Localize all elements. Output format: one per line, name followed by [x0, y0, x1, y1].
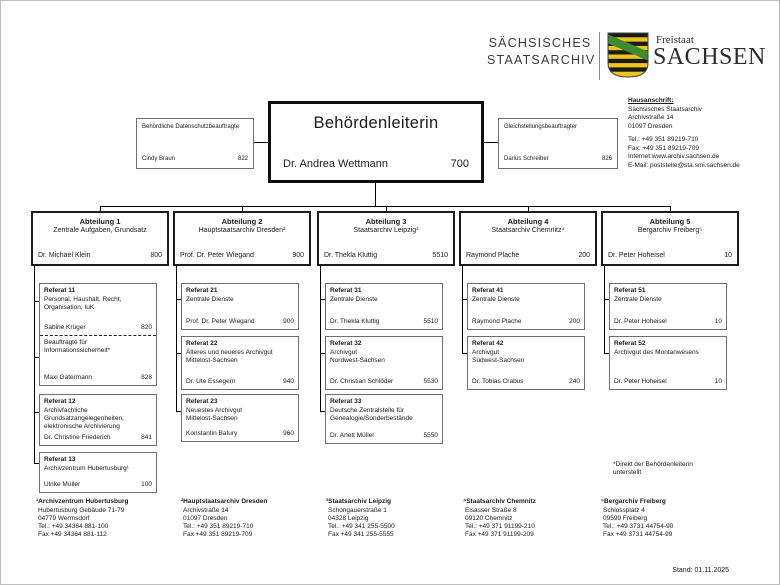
referat-23-box — [181, 394, 299, 442]
referat-head-name: Dr. Peter Hoheisel — [614, 378, 667, 385]
referat-desc: Zentrale Dienste — [614, 296, 662, 303]
footnote-line: Tel.: +49 3731 44754-90 — [603, 523, 674, 530]
dsb-phone: 822 — [237, 155, 248, 162]
referat-title: Referat 32 — [330, 340, 362, 347]
status-date: Stand: 01.11.2025 — [672, 567, 729, 574]
referat-head-name: Raymond Plache — [472, 318, 522, 325]
department-box-4 — [459, 211, 597, 266]
referat-title: Referat 21 — [186, 287, 218, 294]
agency-wordmark-line1: SÄCHSISCHES — [488, 36, 592, 50]
referat-head-name: Sabine Krüger — [44, 324, 86, 331]
referat-title: Referat 51 — [614, 287, 646, 294]
dsb-name: Cindy Braun — [142, 155, 176, 162]
referat-head-phone: 100 — [141, 481, 152, 488]
department-head-name: Raymond Plache — [466, 252, 520, 259]
department-box-2 — [173, 211, 311, 266]
footnote-freiberg — [601, 498, 741, 539]
saxony-coat-of-arms-icon — [607, 32, 649, 78]
department-subtitle: Staatsarchiv Chemnitz⁴ — [491, 227, 565, 234]
referat-desc: Grundsatzangelegenheiten, — [44, 415, 124, 422]
footnote-line: 01097 Dresden — [183, 515, 228, 522]
referat-desc: Älteres und neueres Archivgut — [186, 349, 273, 356]
department-head-phone: 800 — [150, 252, 162, 259]
sachsen-wordmark: SACHSEN — [653, 44, 766, 70]
department-title: Abteilung 4 — [507, 217, 549, 226]
referat-head-name: Dr. Ute Essegern — [186, 378, 236, 385]
address-line: 01097 Dresden — [628, 122, 673, 130]
department-head-name: Prof. Dr. Peter Wiegand — [180, 252, 254, 259]
referat-head-phone: 940 — [283, 378, 294, 385]
footnote-line: Schlossplatz 4 — [603, 507, 645, 514]
referat-head-name: Ulrike Müller — [44, 481, 81, 488]
address-fax: Fax: +49 351 89219-709 — [628, 144, 700, 152]
referat-head-phone: 820 — [141, 324, 152, 331]
referat-33-box — [325, 394, 443, 444]
referat-52-box — [609, 336, 727, 390]
referat-head-phone: 5530 — [423, 378, 438, 385]
referat-title: Referat 22 — [186, 340, 218, 347]
referat-desc: Beauftragte für — [44, 339, 87, 346]
footnote-hubertusburg — [36, 498, 176, 539]
referat-desc: Informationssicherheit* — [44, 347, 111, 354]
referat-desc: Archivgut — [472, 349, 500, 356]
address-email: E-Mail: poststelle@sta.smi.sachsen.de — [628, 161, 740, 169]
referat-41-box — [467, 283, 585, 330]
equal-opportunity-officer-box — [498, 118, 618, 169]
referat-desc: Mittelost-Sachsen — [186, 357, 238, 364]
footnote-line: Elsasser Straße 8 — [465, 507, 517, 514]
referat-head-phone: 828 — [141, 374, 152, 381]
footnote-line: Hubertusburg Gebäude 71-79 — [38, 507, 125, 514]
referat-12-box — [39, 394, 157, 446]
footnote-title: ⁴Staatsarchiv Chemnitz — [463, 498, 536, 505]
referat-title: Referat 42 — [472, 340, 504, 347]
department-title: Abteilung 2 — [221, 217, 263, 226]
footnote-line: Fax +49 341 255-5555 — [328, 531, 394, 538]
agency-head-phone: 700 — [450, 158, 469, 170]
footnote-title: ⁵Bergarchiv Freiberg — [601, 498, 666, 505]
connector-line — [254, 142, 268, 143]
referat-head-phone: 200 — [569, 318, 580, 325]
referat-desc: Personal, Haushalt, Recht, — [44, 296, 122, 303]
footnote-title: ³Staatsarchiv Leipzig — [326, 498, 392, 505]
address-label: Hausanschrift: — [628, 97, 674, 104]
connector-line — [34, 266, 35, 463]
referat-desc: Archivzentrum Hubertusburg¹ — [44, 465, 129, 472]
dsb-role: Behördliche Datenschutzbeauftragte — [142, 124, 240, 130]
referat-title: Referat 52 — [614, 340, 646, 347]
referat-desc: Neuestes Archivgut — [186, 407, 243, 414]
referat-13-box — [39, 452, 157, 493]
referat-title: Referat 41 — [472, 287, 504, 294]
agency-head-box — [268, 101, 484, 183]
department-head-name: Dr. Thekla Kluttig — [324, 252, 378, 259]
footnote-line: Fax +49 371 91199-209 — [465, 531, 534, 538]
department-title: Abteilung 1 — [79, 217, 121, 226]
footnote-line: 04328 Leipzig — [328, 515, 369, 522]
agency-wordmark — [487, 35, 596, 69]
referat-head-name: Dr. Tobias Crabus — [472, 378, 524, 385]
address-line: Sächsisches Staatsarchiv — [628, 105, 703, 113]
referat-desc: Archivfachliche — [44, 407, 88, 414]
referat-desc: Archivgut des Montanwesens — [614, 349, 699, 356]
footnote-dresden — [181, 498, 321, 539]
referat-title: Referat 13 — [44, 456, 76, 463]
referat-head-name: Dr. Christian Schlöder — [330, 378, 394, 385]
referat-desc: Deutsche Zentralstelle für — [330, 407, 405, 414]
footnote-line: Tel.: +49 34364 881-100 — [38, 523, 109, 530]
footnote-title: ¹Archivzentrum Hubertusburg — [36, 498, 129, 505]
referat-head-phone: 841 — [141, 434, 152, 441]
gsb-role: Gleichstellungsbeauftragter — [504, 124, 578, 130]
address-block — [628, 97, 778, 170]
footnote-line: 09599 Freiberg — [603, 515, 648, 522]
footnote-line: Tel.: +49 341 255-5500 — [328, 523, 395, 530]
connector-line — [100, 206, 670, 207]
referat-head-name: Dr. Peter Hoheisel — [614, 318, 667, 325]
agency-head-name: Dr. Andrea Wettmann — [283, 158, 388, 170]
department-box-3 — [317, 211, 455, 266]
referat-51-box — [609, 283, 727, 330]
direct-report-note — [613, 461, 733, 477]
referat-31-box — [325, 283, 443, 330]
referat-head-name: Konstantin Batury — [186, 430, 238, 437]
footnote-chemnitz — [463, 498, 603, 539]
referat-title: Referat 31 — [330, 287, 362, 294]
referat-head-name: Maxi Gatermann — [44, 374, 93, 381]
referat-desc: Mittelost-Sachsen — [186, 415, 238, 422]
footnote-title: ²Hauptstaatsarchiv Dresden — [181, 498, 268, 505]
gsb-name: Darius Schreiber — [504, 155, 549, 162]
direct-report-note-line2: unterstellt — [613, 469, 642, 476]
department-subtitle: Bergarchiv Freiberg⁵ — [637, 227, 703, 234]
referat-title: Referat 11 — [44, 287, 76, 294]
referat-head-phone: 5510 — [423, 318, 438, 325]
connector-line — [604, 266, 605, 353]
footnote-line: Fax +49 351 89219-709 — [183, 531, 253, 538]
referat-head-name: Dr. Thekla Kluttig — [330, 318, 380, 325]
referat-desc: elektronische Archivierung — [44, 423, 120, 430]
department-head-phone: 5510 — [432, 252, 448, 259]
referat-title: Referat 23 — [186, 398, 218, 405]
connector-line — [462, 266, 463, 353]
footnote-line: Tel.: +49 371 91199-210 — [465, 523, 535, 530]
department-head-name: Dr. Peter Hoheisel — [608, 252, 665, 259]
footnote-line: 09120 Chemnitz — [465, 515, 513, 522]
agency-wordmark-line2: STAATSARCHIV — [487, 53, 596, 67]
address-internet: Internet:www.archiv.sachsen.de — [628, 153, 720, 160]
footnote-line: Fax +49 34364 881-112 — [38, 531, 107, 538]
referat-head-phone: 240 — [569, 378, 580, 385]
department-title: Abteilung 3 — [365, 217, 407, 226]
department-box-5 — [601, 211, 739, 266]
gsb-phone: 826 — [601, 155, 612, 162]
referat-desc: Organisation, IuK — [44, 304, 95, 311]
referat-desc: Zentrale Dienste — [472, 296, 520, 303]
referat-head-phone: 10 — [714, 318, 722, 325]
footnote-line: Archivstraße 14 — [183, 507, 229, 514]
footnote-line: Tel.: +49 351 89219-710 — [183, 523, 254, 530]
department-subtitle: Staatsarchiv Leipzig³ — [353, 227, 419, 234]
department-head-phone: 200 — [578, 252, 590, 259]
referat-32-box — [325, 336, 443, 390]
footnote-line: 04779 Wermsdorf — [38, 515, 90, 522]
footnote-line: Schongauerstraße 1 — [328, 507, 387, 514]
footnote-line: Fax +49 3731 44754-99 — [603, 531, 673, 538]
connector-line — [484, 142, 498, 143]
referat-11-box — [39, 283, 157, 386]
department-head-name: Dr. Michael Klein — [38, 252, 91, 259]
referat-title: Referat 12 — [44, 398, 76, 405]
referat-head-name: Dr. Christine Friederich — [44, 434, 111, 441]
data-protection-officer-box — [136, 118, 254, 169]
header-divider — [599, 32, 600, 80]
direct-report-note-line1: *Direkt der Behördenleiterin — [613, 461, 693, 468]
referat-head-name: Dr. Anett Müller — [330, 432, 375, 439]
connector-line — [176, 266, 177, 411]
referat-head-phone: 10 — [714, 378, 722, 385]
referat-desc: Archivgut — [330, 349, 358, 356]
department-head-phone: 10 — [724, 252, 732, 259]
referat-desc: Zentrale Dienste — [330, 296, 378, 303]
referat-21-box — [181, 283, 299, 330]
referat-title: Referat 33 — [330, 398, 362, 405]
address-tel: Tel.: +49 351 89219-710 — [628, 136, 699, 143]
footnote-leipzig — [326, 498, 466, 539]
referat-desc: Nordwest-Sachsen — [330, 357, 385, 364]
referat-42-box — [467, 336, 585, 390]
referat-22-box — [181, 336, 299, 390]
department-head-phone: 900 — [292, 252, 304, 259]
referat-desc: Zentrale Dienste — [186, 296, 234, 303]
referat-head-phone: 960 — [283, 430, 294, 437]
freistaat-label: Freistaat — [656, 34, 694, 46]
connector-line — [320, 266, 321, 411]
department-subtitle: Zentrale Aufgaben, Grundsatz — [53, 227, 147, 234]
department-box-1 — [31, 211, 169, 266]
department-title: Abteilung 5 — [649, 217, 691, 226]
department-subtitle: Hauptstaatsarchiv Dresden² — [198, 227, 286, 234]
referat-head-name: Prof. Dr. Peter Wiegand — [186, 318, 255, 325]
referat-desc: Genealogie/Sonderbestände — [330, 415, 413, 422]
referat-head-phone: 5550 — [423, 432, 438, 439]
connector-line — [375, 183, 376, 206]
referat-desc: Südwest-Sachsen — [472, 357, 525, 364]
address-line: Archivstraße 14 — [628, 114, 674, 121]
referat-head-phone: 900 — [283, 318, 294, 325]
agency-head-title: Behördenleiterin — [313, 114, 439, 132]
